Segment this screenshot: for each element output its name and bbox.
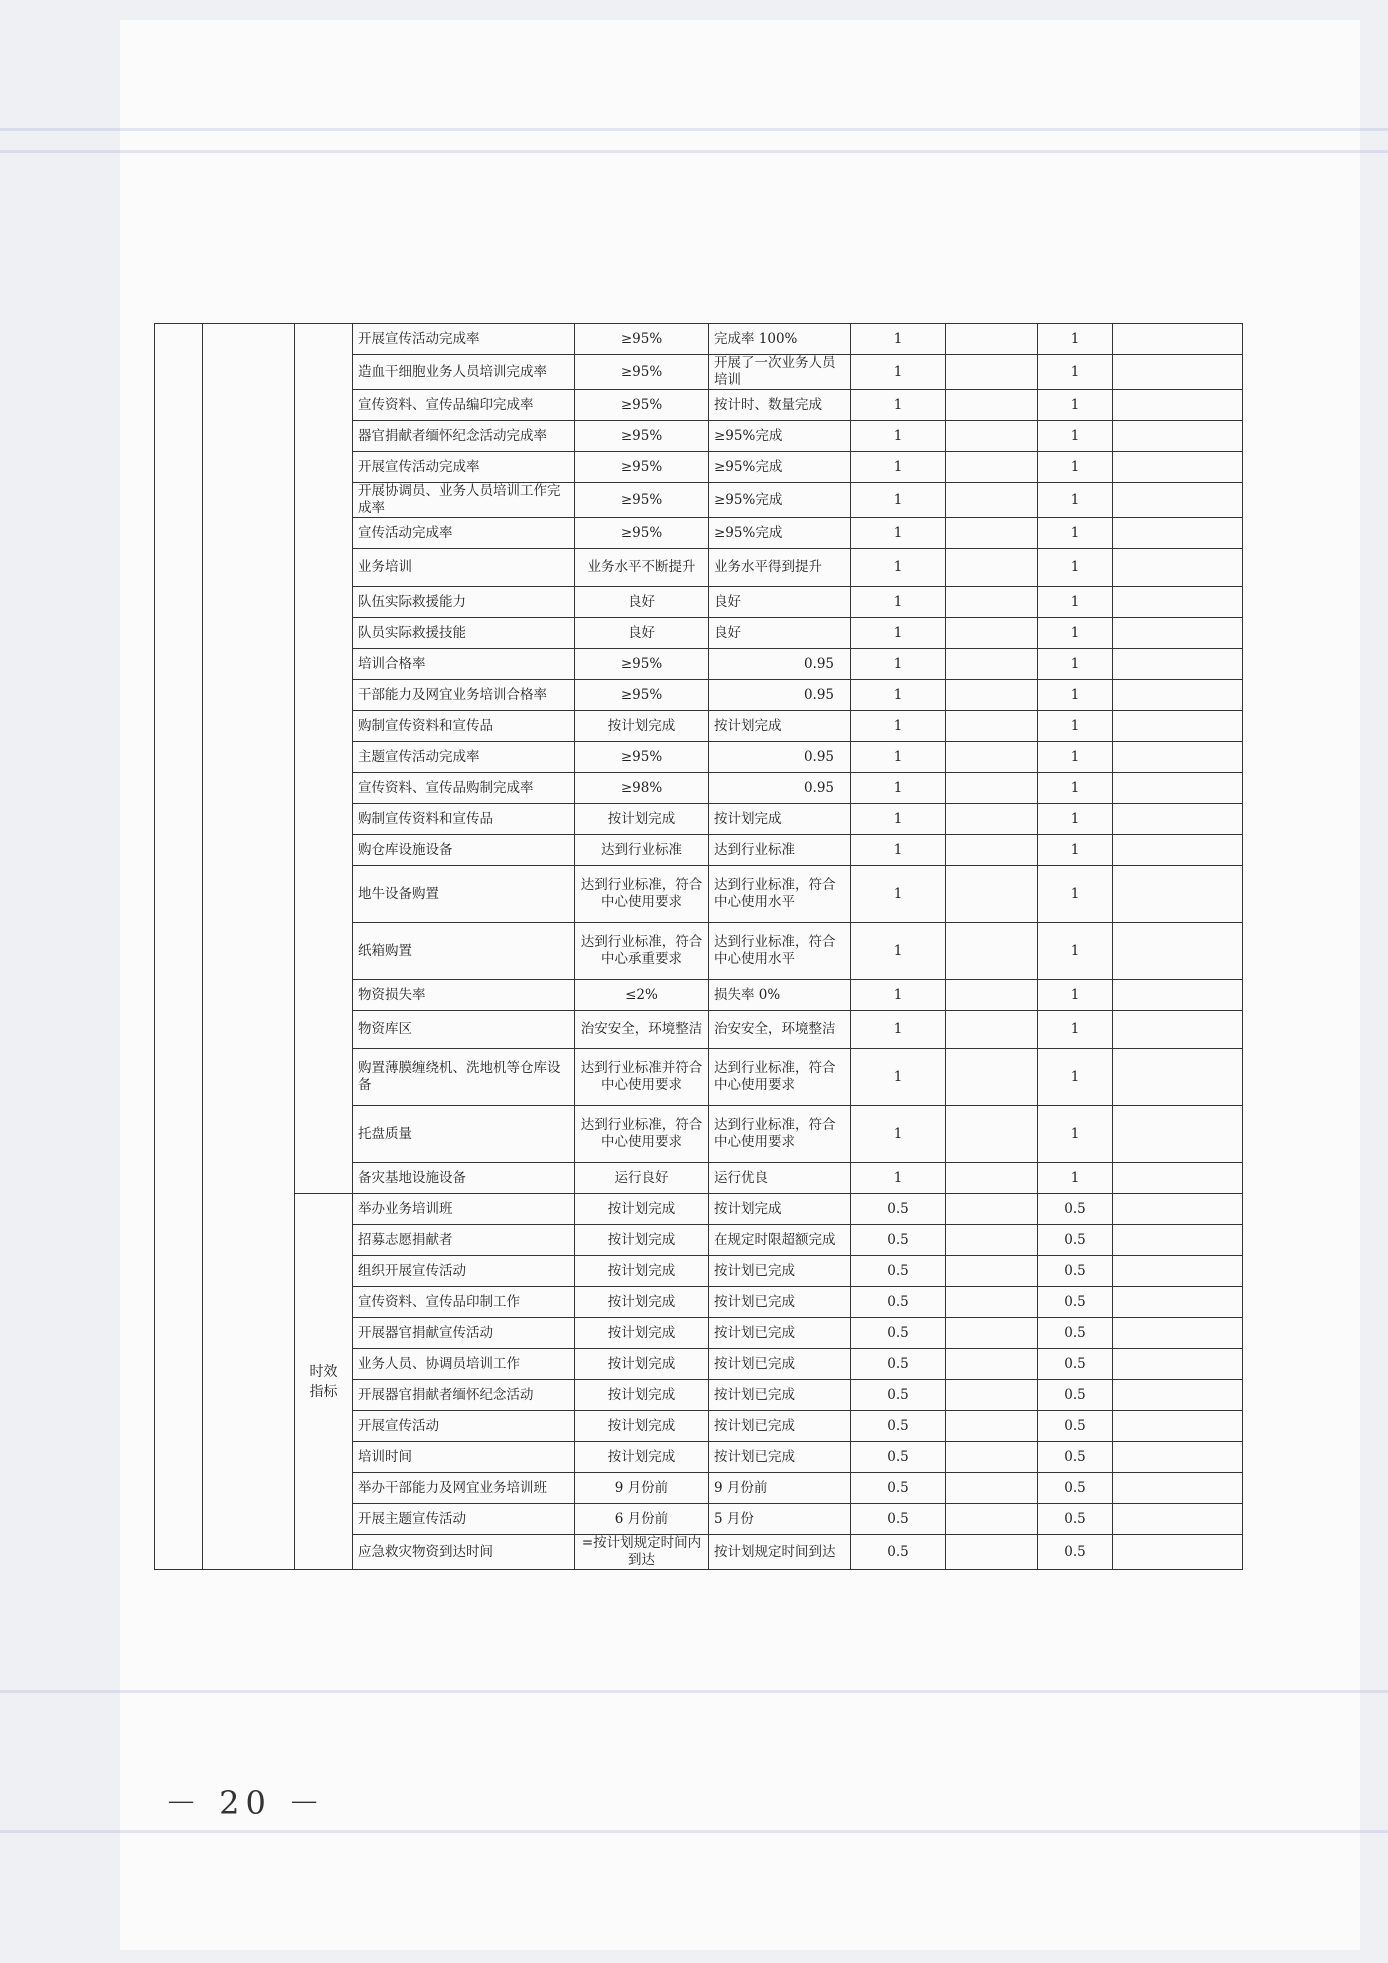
weight-cell: 0.5 — [851, 1380, 946, 1411]
score-cell: 1 — [1038, 711, 1113, 742]
score-cell: 1 — [1038, 549, 1113, 587]
remark-cell — [1113, 618, 1243, 649]
actual-cell: 达到行业标准 — [709, 835, 851, 866]
performance-indicator-table — [154, 323, 1243, 1570]
weight-cell: 1 — [851, 421, 946, 452]
indicator-cell: 造血干细胞业务人员培训完成率 — [353, 355, 575, 390]
blank-cell — [946, 618, 1038, 649]
indicator-cell: 托盘质量 — [353, 1106, 575, 1163]
table-row — [155, 324, 1243, 355]
target-cell: 按计划完成 — [575, 804, 709, 835]
actual-cell: 达到行业标准，符合中心使用要求 — [709, 1106, 851, 1163]
remark-cell — [1113, 452, 1243, 483]
indicator-cell: 开展主题宣传活动 — [353, 1504, 575, 1535]
scan-line — [0, 128, 1388, 131]
remark-cell — [1113, 1287, 1243, 1318]
target-cell: 达到行业标准，符合中心使用要求 — [575, 866, 709, 923]
table-row — [155, 1194, 1243, 1225]
remark-cell — [1113, 1411, 1243, 1442]
score-cell: 1 — [1038, 742, 1113, 773]
blank-cell — [946, 355, 1038, 390]
score-cell: 0.5 — [1038, 1349, 1113, 1380]
indicator-cell: 物资损失率 — [353, 980, 575, 1011]
remark-cell — [1113, 1442, 1243, 1473]
blank-cell — [946, 1287, 1038, 1318]
weight-cell: 1 — [851, 649, 946, 680]
score-cell: 0.5 — [1038, 1504, 1113, 1535]
indicator-cell: 开展宣传活动完成率 — [353, 324, 575, 355]
page-number: － 20 － — [165, 1784, 327, 1822]
blank-cell — [946, 923, 1038, 980]
score-cell: 1 — [1038, 866, 1113, 923]
indicator-cell: 纸箱购置 — [353, 923, 575, 980]
actual-cell: 在规定时限超额完成 — [709, 1225, 851, 1256]
blank-cell — [946, 980, 1038, 1011]
remark-cell — [1113, 1535, 1243, 1570]
actual-cell: 业务水平得到提升 — [709, 549, 851, 587]
score-cell: 1 — [1038, 483, 1113, 518]
indicator-cell: 宣传活动完成率 — [353, 518, 575, 549]
category-l3-cell — [295, 324, 353, 1194]
indicator-cell: 开展宣传活动完成率 — [353, 452, 575, 483]
indicator-cell: 物资库区 — [353, 1011, 575, 1049]
indicator-cell: 开展协调员、业务人员培训工作完成率 — [353, 483, 575, 518]
blank-cell — [946, 742, 1038, 773]
actual-cell: 完成率 100% — [709, 324, 851, 355]
remark-cell — [1113, 649, 1243, 680]
blank-cell — [946, 804, 1038, 835]
actual-cell: 达到行业标准，符合中心使用水平 — [709, 866, 851, 923]
indicator-cell: 组织开展宣传活动 — [353, 1256, 575, 1287]
indicator-cell: 培训时间 — [353, 1442, 575, 1473]
weight-cell: 1 — [851, 773, 946, 804]
blank-cell — [946, 773, 1038, 804]
blank-cell — [946, 1049, 1038, 1106]
weight-cell: 1 — [851, 324, 946, 355]
indicator-cell: 购制宣传资料和宣传品 — [353, 804, 575, 835]
indicator-cell: 宣传资料、宣传品印制工作 — [353, 1287, 575, 1318]
target-cell: 按计划完成 — [575, 1442, 709, 1473]
weight-cell: 1 — [851, 866, 946, 923]
remark-cell — [1113, 866, 1243, 923]
blank-cell — [946, 324, 1038, 355]
score-cell: 1 — [1038, 324, 1113, 355]
target-cell: 按计划完成 — [575, 1318, 709, 1349]
weight-cell: 1 — [851, 355, 946, 390]
actual-cell: 0.95 — [709, 649, 851, 680]
target-cell: ≤2% — [575, 980, 709, 1011]
score-cell: 0.5 — [1038, 1380, 1113, 1411]
score-cell: 0.5 — [1038, 1287, 1113, 1318]
actual-cell: 0.95 — [709, 680, 851, 711]
weight-cell: 1 — [851, 680, 946, 711]
actual-cell: 按计划已完成 — [709, 1256, 851, 1287]
blank-cell — [946, 1349, 1038, 1380]
blank-cell — [946, 1504, 1038, 1535]
score-cell: 1 — [1038, 1106, 1113, 1163]
target-cell: 良好 — [575, 587, 709, 618]
remark-cell — [1113, 773, 1243, 804]
indicator-cell: 开展器官捐献者缅怀纪念活动 — [353, 1380, 575, 1411]
remark-cell — [1113, 1011, 1243, 1049]
weight-cell: 1 — [851, 518, 946, 549]
indicator-cell: 主题宣传活动完成率 — [353, 742, 575, 773]
score-cell: 1 — [1038, 1163, 1113, 1194]
score-cell: 1 — [1038, 421, 1113, 452]
actual-cell: 良好 — [709, 618, 851, 649]
weight-cell: 1 — [851, 804, 946, 835]
remark-cell — [1113, 1473, 1243, 1504]
weight-cell: 1 — [851, 1106, 946, 1163]
time-category-label: 时效 — [309, 1363, 338, 1380]
weight-cell: 1 — [851, 483, 946, 518]
indicator-cell: 业务培训 — [353, 549, 575, 587]
target-cell: ≥95% — [575, 452, 709, 483]
blank-cell — [946, 649, 1038, 680]
actual-cell: ≥95%完成 — [709, 483, 851, 518]
blank-cell — [946, 549, 1038, 587]
blank-cell — [946, 1194, 1038, 1225]
score-cell: 1 — [1038, 452, 1113, 483]
actual-cell: 按计划已完成 — [709, 1318, 851, 1349]
blank-cell — [946, 1256, 1038, 1287]
blank-cell — [946, 587, 1038, 618]
indicator-cell: 应急救灾物资到达时间 — [353, 1535, 575, 1570]
target-cell: 按计划完成 — [575, 1194, 709, 1225]
target-cell: 达到行业标准，符合中心承重要求 — [575, 923, 709, 980]
weight-cell: 0.5 — [851, 1504, 946, 1535]
blank-cell — [946, 1473, 1038, 1504]
weight-cell: 0.5 — [851, 1473, 946, 1504]
actual-cell: 按计划完成 — [709, 711, 851, 742]
remark-cell — [1113, 518, 1243, 549]
target-cell: 按计划完成 — [575, 1380, 709, 1411]
score-cell: 1 — [1038, 355, 1113, 390]
score-cell: 0.5 — [1038, 1411, 1113, 1442]
remark-cell — [1113, 923, 1243, 980]
weight-cell: 1 — [851, 980, 946, 1011]
weight-cell: 1 — [851, 1049, 946, 1106]
score-cell: 1 — [1038, 649, 1113, 680]
score-cell: 1 — [1038, 390, 1113, 421]
indicator-cell: 培训合格率 — [353, 649, 575, 680]
blank-cell — [946, 452, 1038, 483]
blank-cell — [946, 866, 1038, 923]
weight-cell: 0.5 — [851, 1535, 946, 1570]
remark-cell — [1113, 549, 1243, 587]
blank-cell — [946, 1380, 1038, 1411]
weight-cell: 1 — [851, 390, 946, 421]
score-cell: 1 — [1038, 1049, 1113, 1106]
score-cell: 1 — [1038, 680, 1113, 711]
time-category-cell — [295, 1194, 353, 1570]
score-cell: 1 — [1038, 1011, 1113, 1049]
actual-cell: 良好 — [709, 587, 851, 618]
weight-cell: 1 — [851, 1163, 946, 1194]
blank-cell — [946, 518, 1038, 549]
weight-cell: 1 — [851, 587, 946, 618]
target-cell: ≥98% — [575, 773, 709, 804]
actual-cell: 按计时、数量完成 — [709, 390, 851, 421]
remark-cell — [1113, 1106, 1243, 1163]
scan-line — [0, 1830, 1388, 1833]
target-cell: ≥95% — [575, 390, 709, 421]
actual-cell: 达到行业标准，符合中心使用水平 — [709, 923, 851, 980]
target-cell: 按计划完成 — [575, 1256, 709, 1287]
score-cell: 0.5 — [1038, 1442, 1113, 1473]
weight-cell: 0.5 — [851, 1349, 946, 1380]
remark-cell — [1113, 421, 1243, 452]
weight-cell: 0.5 — [851, 1442, 946, 1473]
indicator-cell: 地牛设备购置 — [353, 866, 575, 923]
indicator-cell: 购仓库设施设备 — [353, 835, 575, 866]
score-cell: 1 — [1038, 618, 1113, 649]
blank-cell — [946, 390, 1038, 421]
actual-cell: 按计划已完成 — [709, 1349, 851, 1380]
actual-cell: 按计划规定时间到达 — [709, 1535, 851, 1570]
indicator-cell: 干部能力及网宜业务培训合格率 — [353, 680, 575, 711]
target-cell: 达到行业标准 — [575, 835, 709, 866]
weight-cell: 1 — [851, 742, 946, 773]
blank-cell — [946, 1011, 1038, 1049]
weight-cell: 1 — [851, 711, 946, 742]
indicator-cell: 宣传资料、宣传品编印完成率 — [353, 390, 575, 421]
target-cell: 治安安全，环境整洁 — [575, 1011, 709, 1049]
remark-cell — [1113, 980, 1243, 1011]
weight-cell: 1 — [851, 618, 946, 649]
blank-cell — [946, 1106, 1038, 1163]
actual-cell: 按计划已完成 — [709, 1411, 851, 1442]
target-cell: 业务水平不断提升 — [575, 549, 709, 587]
indicator-cell: 开展宣传活动 — [353, 1411, 575, 1442]
weight-cell: 0.5 — [851, 1256, 946, 1287]
blank-cell — [946, 1411, 1038, 1442]
actual-cell: 达到行业标准，符合中心使用要求 — [709, 1049, 851, 1106]
target-cell: ≥95% — [575, 355, 709, 390]
remark-cell — [1113, 1225, 1243, 1256]
actual-cell: 9 月份前 — [709, 1473, 851, 1504]
weight-cell: 0.5 — [851, 1411, 946, 1442]
blank-cell — [946, 1163, 1038, 1194]
indicator-cell: 队员实际救援技能 — [353, 618, 575, 649]
indicator-cell: 队伍实际救援能力 — [353, 587, 575, 618]
target-cell: ≥95% — [575, 421, 709, 452]
remark-cell — [1113, 680, 1243, 711]
weight-cell: 1 — [851, 835, 946, 866]
actual-cell: 0.95 — [709, 773, 851, 804]
blank-cell — [946, 1225, 1038, 1256]
blank-cell — [946, 1535, 1038, 1570]
indicator-cell: 购置薄膜缠绕机、洗地机等仓库设备 — [353, 1049, 575, 1106]
score-cell: 1 — [1038, 518, 1113, 549]
target-cell: =按计划规定时间内到达 — [575, 1535, 709, 1570]
weight-cell: 0.5 — [851, 1225, 946, 1256]
weight-cell: 1 — [851, 549, 946, 587]
indicator-cell: 举办业务培训班 — [353, 1194, 575, 1225]
blank-cell — [946, 1442, 1038, 1473]
target-cell: ≥95% — [575, 649, 709, 680]
blank-cell — [946, 711, 1038, 742]
target-cell: 6 月份前 — [575, 1504, 709, 1535]
target-cell: 按计划完成 — [575, 711, 709, 742]
remark-cell — [1113, 1318, 1243, 1349]
remark-cell — [1113, 1194, 1243, 1225]
indicator-cell: 备灾基地设施设备 — [353, 1163, 575, 1194]
score-cell: 1 — [1038, 980, 1113, 1011]
remark-cell — [1113, 1349, 1243, 1380]
target-cell: 按计划完成 — [575, 1225, 709, 1256]
category-l2-cell — [203, 324, 295, 1570]
actual-cell: 按计划已完成 — [709, 1442, 851, 1473]
remark-cell — [1113, 1163, 1243, 1194]
blank-cell — [946, 680, 1038, 711]
remark-cell — [1113, 355, 1243, 390]
score-cell: 0.5 — [1038, 1225, 1113, 1256]
actual-cell: 开展了一次业务人员培训 — [709, 355, 851, 390]
score-cell: 0.5 — [1038, 1535, 1113, 1570]
blank-cell — [946, 1318, 1038, 1349]
remark-cell — [1113, 1049, 1243, 1106]
target-cell: 达到行业标准并符合中心使用要求 — [575, 1049, 709, 1106]
target-cell: ≥95% — [575, 483, 709, 518]
target-cell: ≥95% — [575, 680, 709, 711]
remark-cell — [1113, 587, 1243, 618]
actual-cell: 5 月份 — [709, 1504, 851, 1535]
score-cell: 1 — [1038, 835, 1113, 866]
actual-cell: 0.95 — [709, 742, 851, 773]
weight-cell: 1 — [851, 1011, 946, 1049]
actual-cell: 按计划完成 — [709, 804, 851, 835]
indicator-cell: 招募志愿捐献者 — [353, 1225, 575, 1256]
actual-cell: 按计划完成 — [709, 1194, 851, 1225]
actual-cell: ≥95%完成 — [709, 518, 851, 549]
actual-cell: 运行优良 — [709, 1163, 851, 1194]
score-cell: 1 — [1038, 773, 1113, 804]
remark-cell — [1113, 804, 1243, 835]
category-l1-cell — [155, 324, 203, 1570]
scan-line — [0, 150, 1388, 153]
score-cell: 0.5 — [1038, 1318, 1113, 1349]
remark-cell — [1113, 835, 1243, 866]
indicator-cell: 开展器官捐献宣传活动 — [353, 1318, 575, 1349]
remark-cell — [1113, 483, 1243, 518]
blank-cell — [946, 421, 1038, 452]
target-cell: ≥95% — [575, 324, 709, 355]
weight-cell: 1 — [851, 923, 946, 980]
score-cell: 1 — [1038, 923, 1113, 980]
target-cell: 按计划完成 — [575, 1349, 709, 1380]
target-cell: ≥95% — [575, 518, 709, 549]
target-cell: 运行良好 — [575, 1163, 709, 1194]
target-cell: 按计划完成 — [575, 1287, 709, 1318]
score-cell: 0.5 — [1038, 1256, 1113, 1287]
weight-cell: 0.5 — [851, 1194, 946, 1225]
blank-cell — [946, 483, 1038, 518]
target-cell: 9 月份前 — [575, 1473, 709, 1504]
indicator-cell: 购制宣传资料和宣传品 — [353, 711, 575, 742]
weight-cell: 0.5 — [851, 1287, 946, 1318]
remark-cell — [1113, 742, 1243, 773]
score-cell: 1 — [1038, 587, 1113, 618]
remark-cell — [1113, 324, 1243, 355]
actual-cell: 治安安全，环境整洁 — [709, 1011, 851, 1049]
target-cell: ≥95% — [575, 742, 709, 773]
actual-cell: 按计划已完成 — [709, 1380, 851, 1411]
indicator-cell: 器官捐献者缅怀纪念活动完成率 — [353, 421, 575, 452]
indicator-cell: 举办干部能力及网宜业务培训班 — [353, 1473, 575, 1504]
score-cell: 0.5 — [1038, 1473, 1113, 1504]
remark-cell — [1113, 1256, 1243, 1287]
remark-cell — [1113, 390, 1243, 421]
weight-cell: 1 — [851, 452, 946, 483]
weight-cell: 0.5 — [851, 1318, 946, 1349]
target-cell: 良好 — [575, 618, 709, 649]
actual-cell: ≥95%完成 — [709, 421, 851, 452]
blank-cell — [946, 835, 1038, 866]
actual-cell: ≥95%完成 — [709, 452, 851, 483]
score-cell: 0.5 — [1038, 1194, 1113, 1225]
indicator-cell: 宣传资料、宣传品购制完成率 — [353, 773, 575, 804]
target-cell: 按计划完成 — [575, 1411, 709, 1442]
remark-cell — [1113, 711, 1243, 742]
actual-cell: 损失率 0% — [709, 980, 851, 1011]
remark-cell — [1113, 1504, 1243, 1535]
remark-cell — [1113, 1380, 1243, 1411]
actual-cell: 按计划已完成 — [709, 1287, 851, 1318]
indicator-cell: 业务人员、协调员培训工作 — [353, 1349, 575, 1380]
target-cell: 达到行业标准，符合中心使用要求 — [575, 1106, 709, 1163]
score-cell: 1 — [1038, 804, 1113, 835]
scan-line — [0, 1690, 1388, 1693]
time-category-label: 指标 — [309, 1383, 338, 1400]
